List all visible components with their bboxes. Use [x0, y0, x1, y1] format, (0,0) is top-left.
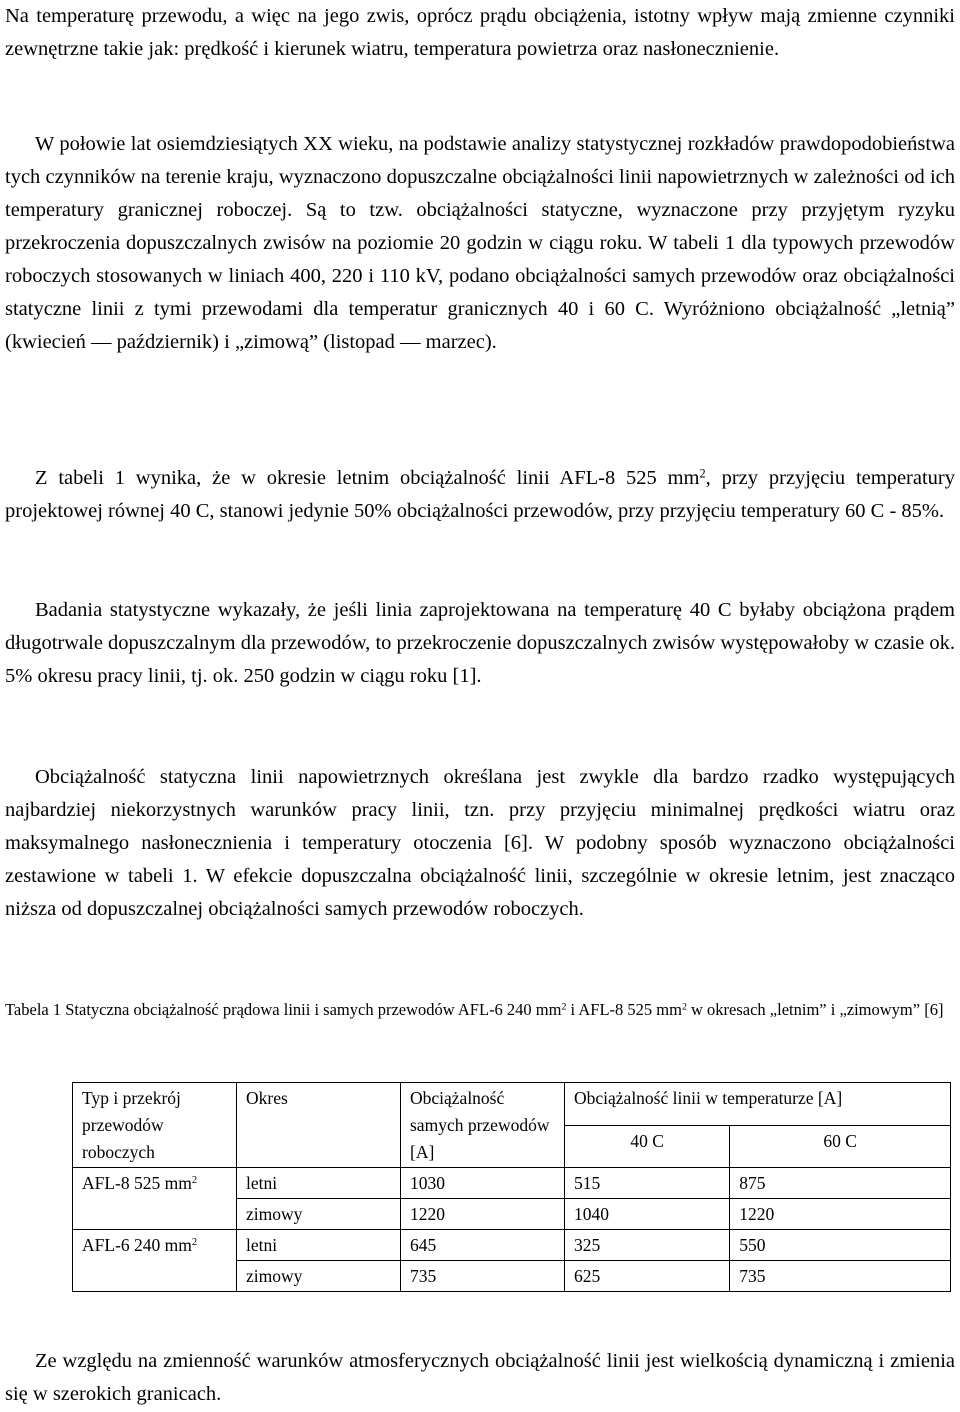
superscript: 2 — [191, 1237, 198, 1249]
cell-period: letni — [237, 1168, 401, 1199]
header-type: Typ i przekrój przewodów roboczych — [73, 1083, 237, 1168]
paragraph-static-capacity: Obciążalność statyczna linii napowietrznych określana jest zwykle dla bardzo rzadko występujących najbardziej niekorzystnych warunków pracy linii, tzn. przy przyjęciu minimalnej prędkości wiatru oraz maksymalnego nasłonecznienia i temperatury otoczenia [6]. W podobny sposób wyznaczono obciążalności zestawione w tabeli 1. W efekcie dopuszczalna obciążalność linii, szczególnie w okresie letnim, jest znacząco niższa od dopuszczalnej obciążalności samych przewodów roboczych. — [5, 766, 955, 920]
header-line-capacity: Obciążalność linii w temperaturze [A] — [565, 1083, 951, 1126]
superscript: 2 — [191, 1175, 198, 1187]
superscript: 2 — [699, 466, 706, 481]
header-40c: 40 C — [565, 1125, 730, 1168]
paragraph-text: Z tabeli 1 wynika, że w okresie letnim obciążalność linii AFL-8 525 mm — [35, 467, 700, 489]
table-row — [73, 1168, 951, 1199]
cell-period: zimowy — [237, 1261, 401, 1292]
cell-60c: 875 — [730, 1168, 951, 1199]
cell-type — [73, 1230, 237, 1292]
cell-period: zimowy — [237, 1199, 401, 1230]
paragraph-research-results: Badania statystyczne wykazały, że jeśli linia zaprojektowana na temperaturę 40 C byłaby obciążona prądem długotrwale dopuszczalnym dla przewodów, to przekroczenie dopuszczalnych zwisów występowałoby w czasie ok. 5% okresu pracy linii, tj. ok. 250 godzin w ciągu roku [1]. — [5, 599, 955, 687]
paragraph-text: , przy przyjęciu temperatury projektowej równej 40 C, stanowi jedynie 50% obciążalności przewodów, przy przyjęciu temperatury 60 C - 85%. — [5, 467, 955, 522]
cell-40c: 1040 — [565, 1199, 730, 1230]
cell-conductor: 645 — [401, 1230, 565, 1261]
header-period: Okres — [237, 1083, 401, 1168]
caption-text: w okresach „letnim” i „zimowym” [6] — [686, 1000, 944, 1019]
header-conductor-capacity: Obciążalność samych przewodów [A] — [401, 1083, 565, 1168]
caption-text: Tabela 1 Statyczna obciążalność prądowa linii i samych przewodów AFL-6 240 mm — [5, 1000, 562, 1019]
paragraph-table-conclusion — [5, 462, 955, 528]
cell-60c: 1220 — [730, 1199, 951, 1230]
cell-conductor: 1220 — [401, 1199, 565, 1230]
table-header-row — [73, 1083, 951, 1126]
cell-40c: 625 — [565, 1261, 730, 1292]
caption-text: i AFL-8 525 mm — [566, 1000, 682, 1019]
paragraph-statistical-analysis: W połowie lat osiemdziesiątych XX wieku, na podstawie analizy statystycznej rozkładów prawdopodobieństwa tych czynników na terenie kraju, wyznaczono dopuszczalne obciążalności linii napowietrznych w zależności od ich temperatury granicznej roboczej. Są to tzw. obciążalności statyczne, wyznaczone przy przyjętym ryzyku przekroczenia dopuszczalnych zwisów na poziomie 20 godzin w ciągu roku. W tabeli 1 dla typowych przewodów roboczych stosowanych w liniach 400, 220 i 110 kV, podano obciążalności samych przewodów oraz obciążalności statyczne linii z tymi przewodami dla temperatur granicznych 40 i 60 C. Wyróżniono obciążalność „letnią” (kwiecień — październik) i „zimową” (listopad — marzec). — [5, 133, 955, 353]
cell-conductor: 1030 — [401, 1168, 565, 1199]
paragraph-intro: Na temperaturę przewodu, a więc na jego zwis, oprócz prądu obciążenia, istotny wpływ mają zmienne czynniki zewnętrzne takie jak: prędkość i kierunek wiatru, temperatura powietrza oraz nasłonecznienie. — [5, 5, 955, 60]
cell-40c: 325 — [565, 1230, 730, 1261]
superscript: 2 — [561, 1001, 567, 1013]
cell-text: AFL-6 240 mm — [82, 1235, 192, 1255]
cell-40c: 515 — [565, 1168, 730, 1199]
header-60c: 60 C — [730, 1125, 951, 1168]
cell-60c: 735 — [730, 1261, 951, 1292]
table-caption — [5, 996, 955, 1023]
superscript: 2 — [681, 1001, 687, 1013]
table-row — [73, 1230, 951, 1261]
cell-type — [73, 1168, 237, 1230]
cell-period: letni — [237, 1230, 401, 1261]
capacity-table — [72, 1082, 951, 1292]
paragraph-closing: Ze względu na zmienność warunków atmosferycznych obciążalność linii jest wielkością dynamiczną i zmienia się w szerokich granicach. — [5, 1350, 955, 1405]
cell-text: AFL-8 525 mm — [82, 1173, 192, 1193]
cell-conductor: 735 — [401, 1261, 565, 1292]
cell-60c: 550 — [730, 1230, 951, 1261]
